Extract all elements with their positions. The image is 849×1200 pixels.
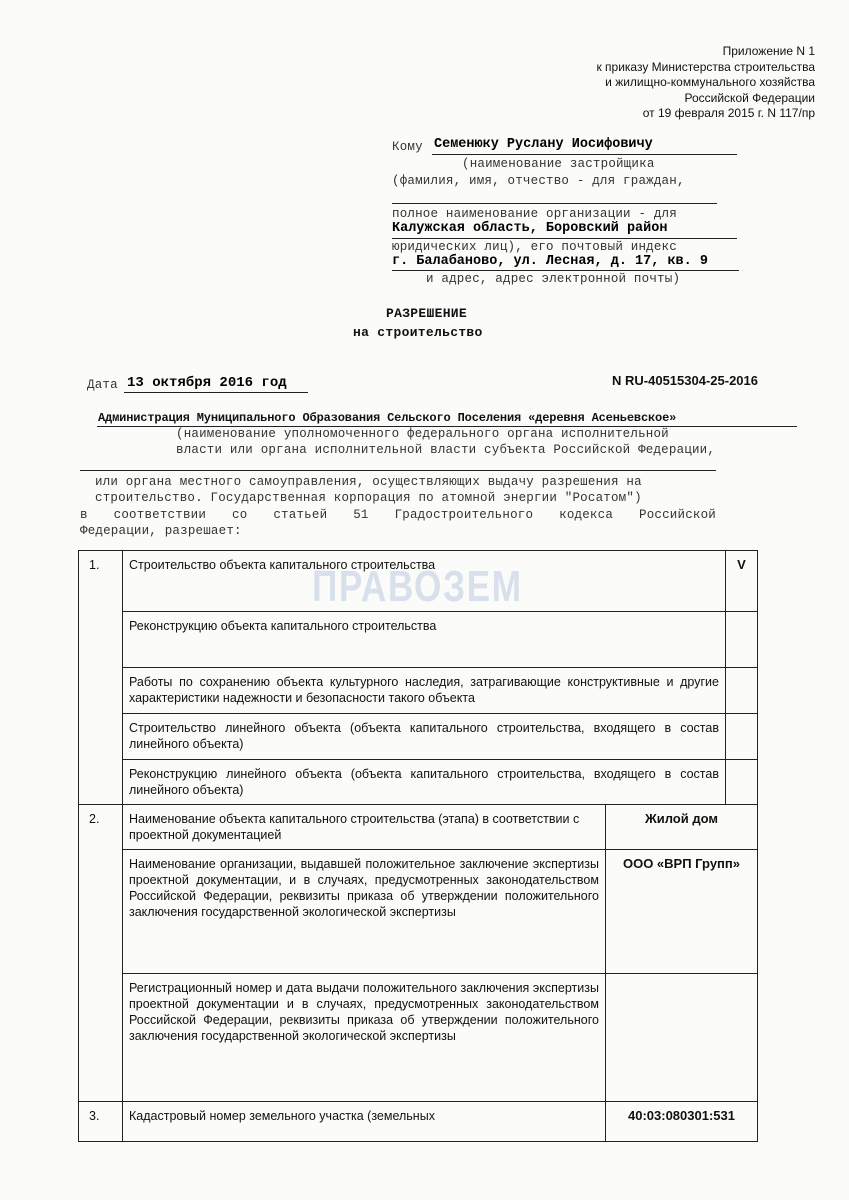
authority-hint: (наименование уполномоченного федерального органа исполнительной	[176, 427, 669, 441]
appendix-line: и жилищно-коммунального хозяйства	[605, 75, 815, 89]
check-cell	[726, 668, 758, 714]
table-row	[79, 974, 758, 1102]
appendix-line: Приложение N 1	[722, 44, 815, 58]
table-value: 40:03:080301:531	[605, 1102, 757, 1142]
table-cell: Строительство объекта капитального строительства	[123, 551, 726, 612]
recipient-name-underline	[432, 154, 737, 155]
authority-basis: в соответствии со статьей 51 Градостроительного кодекса Российской	[80, 508, 716, 522]
section-number: 2.	[79, 805, 123, 1102]
check-cell	[726, 760, 758, 805]
table-cell: Работы по сохранению объекта культурного наследия, затрагивающие конструктивные и другие характеристики надежности и безопасности такого объекта	[123, 668, 726, 714]
check-cell	[726, 714, 758, 760]
table-cell: Регистрационный номер и дата выдачи положительного заключения экспертизы проектной документации и в случаях, предусмотренных законодательством Российской Федерации, реквизиты приказа об утверждении положительного заключения государственной экологической экспертизы	[123, 974, 606, 1102]
document-title: РАЗРЕШЕНИЕ	[386, 306, 468, 321]
date-label: Дата	[87, 378, 118, 392]
table-row	[79, 714, 758, 760]
table-cell: Кадастровый номер земельного участка (земельных	[123, 1102, 606, 1142]
blank-underline	[80, 470, 716, 471]
check-mark: V	[726, 551, 758, 612]
table-row	[79, 805, 758, 850]
document-subtitle: на строительство	[353, 325, 483, 340]
authority-basis: Федерации, разрешает:	[80, 524, 242, 538]
recipient-hint: и адрес, адрес электронной почты)	[426, 272, 681, 286]
appendix-line: Российской Федерации	[684, 90, 815, 105]
table-cell: Наименование организации, выдавшей положительное заключение экспертизы проектной документации, и в случаях, предусмотренных законодательством Российской Федерации, реквизиты приказа об утверждении положительного заключения государственной экологической экспертизы	[123, 850, 606, 974]
appendix-line: к приказу Министерства строительства	[596, 59, 815, 74]
table-row	[79, 850, 758, 974]
table-cell: Реконструкцию линейного объекта (объекта капитального строительства, входящего в состав линейного объекта)	[123, 760, 726, 805]
authority-hint: или органа местного самоуправления, осуществляющих выдачу разрешения на	[95, 475, 642, 489]
authority-hint: строительство. Государственная корпорация по атомной энергии "Росатом")	[95, 491, 642, 505]
appendix-header	[495, 44, 815, 122]
date-value: 13 октября 2016 год	[127, 375, 287, 391]
table-cell: Реконструкцию объекта капитального строительства	[123, 612, 726, 668]
permit-number: N RU-40515304-25-2016	[612, 373, 758, 388]
section-number: 1.	[79, 551, 123, 805]
table-row	[79, 612, 758, 668]
blank-underline	[392, 203, 717, 204]
table-cell: Строительство линейного объекта (объекта капитального строительства, входящего в состав линейного объекта)	[123, 714, 726, 760]
date-underline	[124, 392, 308, 393]
check-cell	[726, 612, 758, 668]
table-row	[79, 668, 758, 714]
recipient-hint: юридических лиц), его почтовый индекс	[392, 240, 677, 254]
table-value	[605, 974, 757, 1102]
watermark-text: ПРАВОЗЕМ	[312, 562, 523, 611]
table-row	[79, 760, 758, 805]
recipient-hint: (наименование застройщика	[462, 157, 655, 171]
permit-table	[78, 550, 758, 1142]
recipient-hint: (фамилия, имя, отчество - для граждан,	[392, 174, 685, 188]
recipient-to-label: Кому	[392, 140, 423, 154]
table-value: Жилой дом	[605, 805, 757, 850]
recipient-hint: полное наименование организации - для	[392, 207, 677, 221]
table-cell: Наименование объекта капитального строительства (этапа) в соответствии с проектной документацией	[123, 805, 606, 850]
region-underline	[392, 238, 737, 239]
table-value: ООО «ВРП Групп»	[605, 850, 757, 974]
recipient-region: Калужская область, Боровский район	[392, 221, 668, 236]
recipient-name: Семенюку Руслану Иосифовичу	[434, 137, 653, 152]
recipient-address: г. Балабаново, ул. Лесная, д. 17, кв. 9	[392, 254, 708, 269]
authority-name: Администрация Муниципального Образования Сельского Поселения «деревня Асеньевское»	[98, 411, 677, 425]
table-row	[79, 1102, 758, 1142]
appendix-line: от 19 февраля 2015 г. N 117/пр	[642, 106, 815, 120]
address-underline	[392, 270, 739, 271]
authority-hint: власти или органа исполнительной власти субъекта Российской Федерации,	[176, 443, 716, 457]
section-number: 3.	[79, 1102, 123, 1142]
